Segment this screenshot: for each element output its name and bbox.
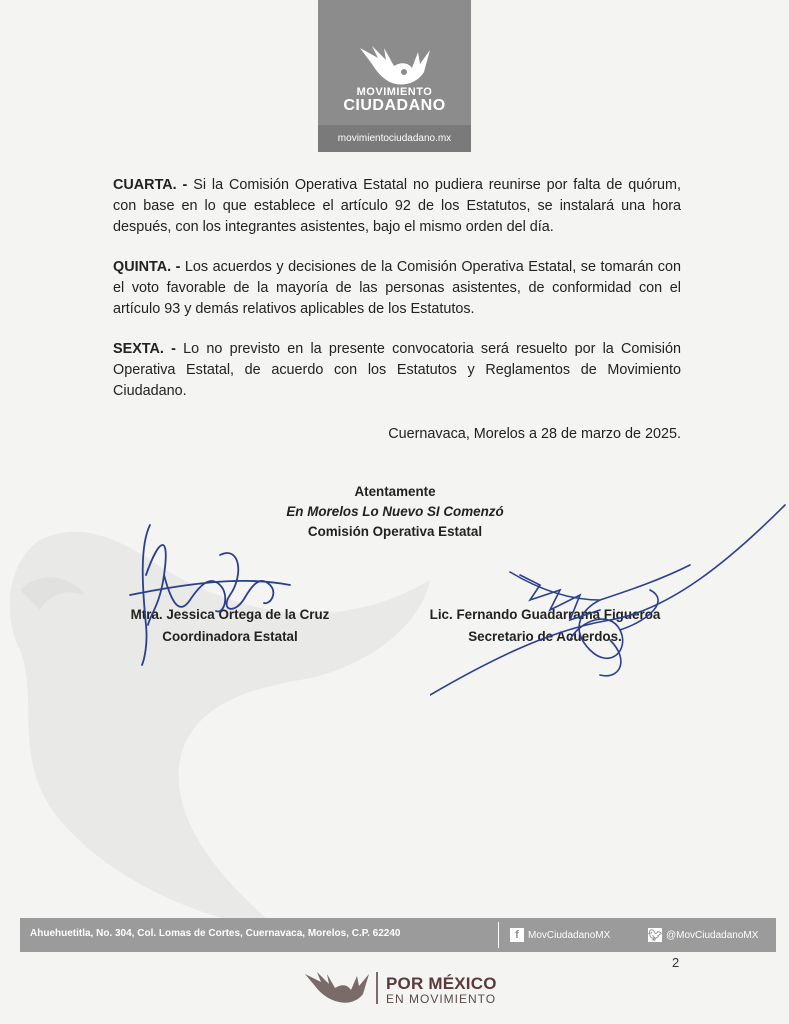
- logo-text-line1: MOVIMIENTO: [356, 86, 433, 98]
- twitter-handle: @MovCiudadanoMX: [666, 929, 759, 941]
- clause-label: CUARTA. -: [113, 177, 188, 193]
- clause-text: Si la Comisión Operativa Estatal no pudiera reunirse por falta de quórum, con base en lo que establece el artículo 92 de los Estatutos, se instalará una hora después, con los integrantes asistentes, bajo el mismo orden del día.: [113, 177, 681, 235]
- footer-slogan-logo: [303, 966, 503, 1010]
- signatory-role: Coordinadora Estatal: [162, 629, 298, 644]
- footer-twitter[interactable]: [648, 928, 758, 942]
- signatory-name: Lic. Fernando Guadarrama Figueroa: [429, 607, 661, 622]
- footer-facebook[interactable]: [510, 928, 610, 942]
- clause-quinta: [113, 257, 681, 320]
- clause-text: Lo no previsto en la presente convocatoria será resuelto por la Comisión Operativa Estatal, de acuerdo con los Estatutos y Reglamentos de Movimiento Ciudadano.: [113, 341, 682, 399]
- signatory-name: Mtra. Jessica Ortega de la Cruz: [130, 607, 330, 622]
- header-logo: [318, 0, 471, 152]
- header-url[interactable]: movimientociudadano.mx: [318, 125, 471, 152]
- eagle-logo-icon: [358, 42, 432, 90]
- document-body: [113, 175, 681, 421]
- slogan-divider: [376, 972, 378, 1004]
- twitter-icon: 🐦︎: [648, 929, 662, 942]
- page-number: 2: [672, 955, 680, 970]
- slogan-line2: EN MOVIMIENTO: [386, 992, 497, 1006]
- clause-text: Los acuerdos y decisiones de la Comisión Operativa Estatal, se tomarán con el voto favorable de la mayoría de las personas asistentes, de conformidad con el artículo 93 y demás relativos aplicables de los Estatutos.: [113, 259, 681, 317]
- closing-motto: En Morelos Lo Nuevo SI Comenzó: [286, 504, 504, 519]
- clause-cuarta: [113, 175, 681, 238]
- clause-label: QUINTA. -: [113, 259, 181, 275]
- slogan-line1: POR MÉXICO: [386, 974, 497, 993]
- closing-salutation: Atentamente: [354, 484, 436, 499]
- clause-label: SEXTA. -: [113, 341, 176, 357]
- date-line: Cuernavaca, Morelos a 28 de marzo de 2025.: [388, 426, 681, 442]
- footer-address: Ahuehuetitla, No. 304, Col. Lomas de Cortes, Cuernavaca, Morelos, C.P. 62240: [30, 928, 401, 939]
- footer-bar: [20, 918, 776, 952]
- watermark-eagle-icon: [0, 520, 440, 940]
- signatory-1: [100, 604, 360, 648]
- clause-sexta: [113, 339, 681, 402]
- logo-text-line2: CIUDADANO: [343, 97, 446, 114]
- signatory-2: [405, 604, 685, 648]
- closing-block: [200, 482, 590, 542]
- eagle-footer-icon: [303, 970, 371, 1006]
- signatory-role: Secretario de Acuerdos.: [468, 629, 622, 644]
- facebook-icon: f: [510, 928, 524, 942]
- closing-body: Comisión Operativa Estatal: [307, 524, 483, 539]
- facebook-handle: MovCiudadanoMX: [528, 929, 611, 941]
- footer-divider: [498, 922, 499, 948]
